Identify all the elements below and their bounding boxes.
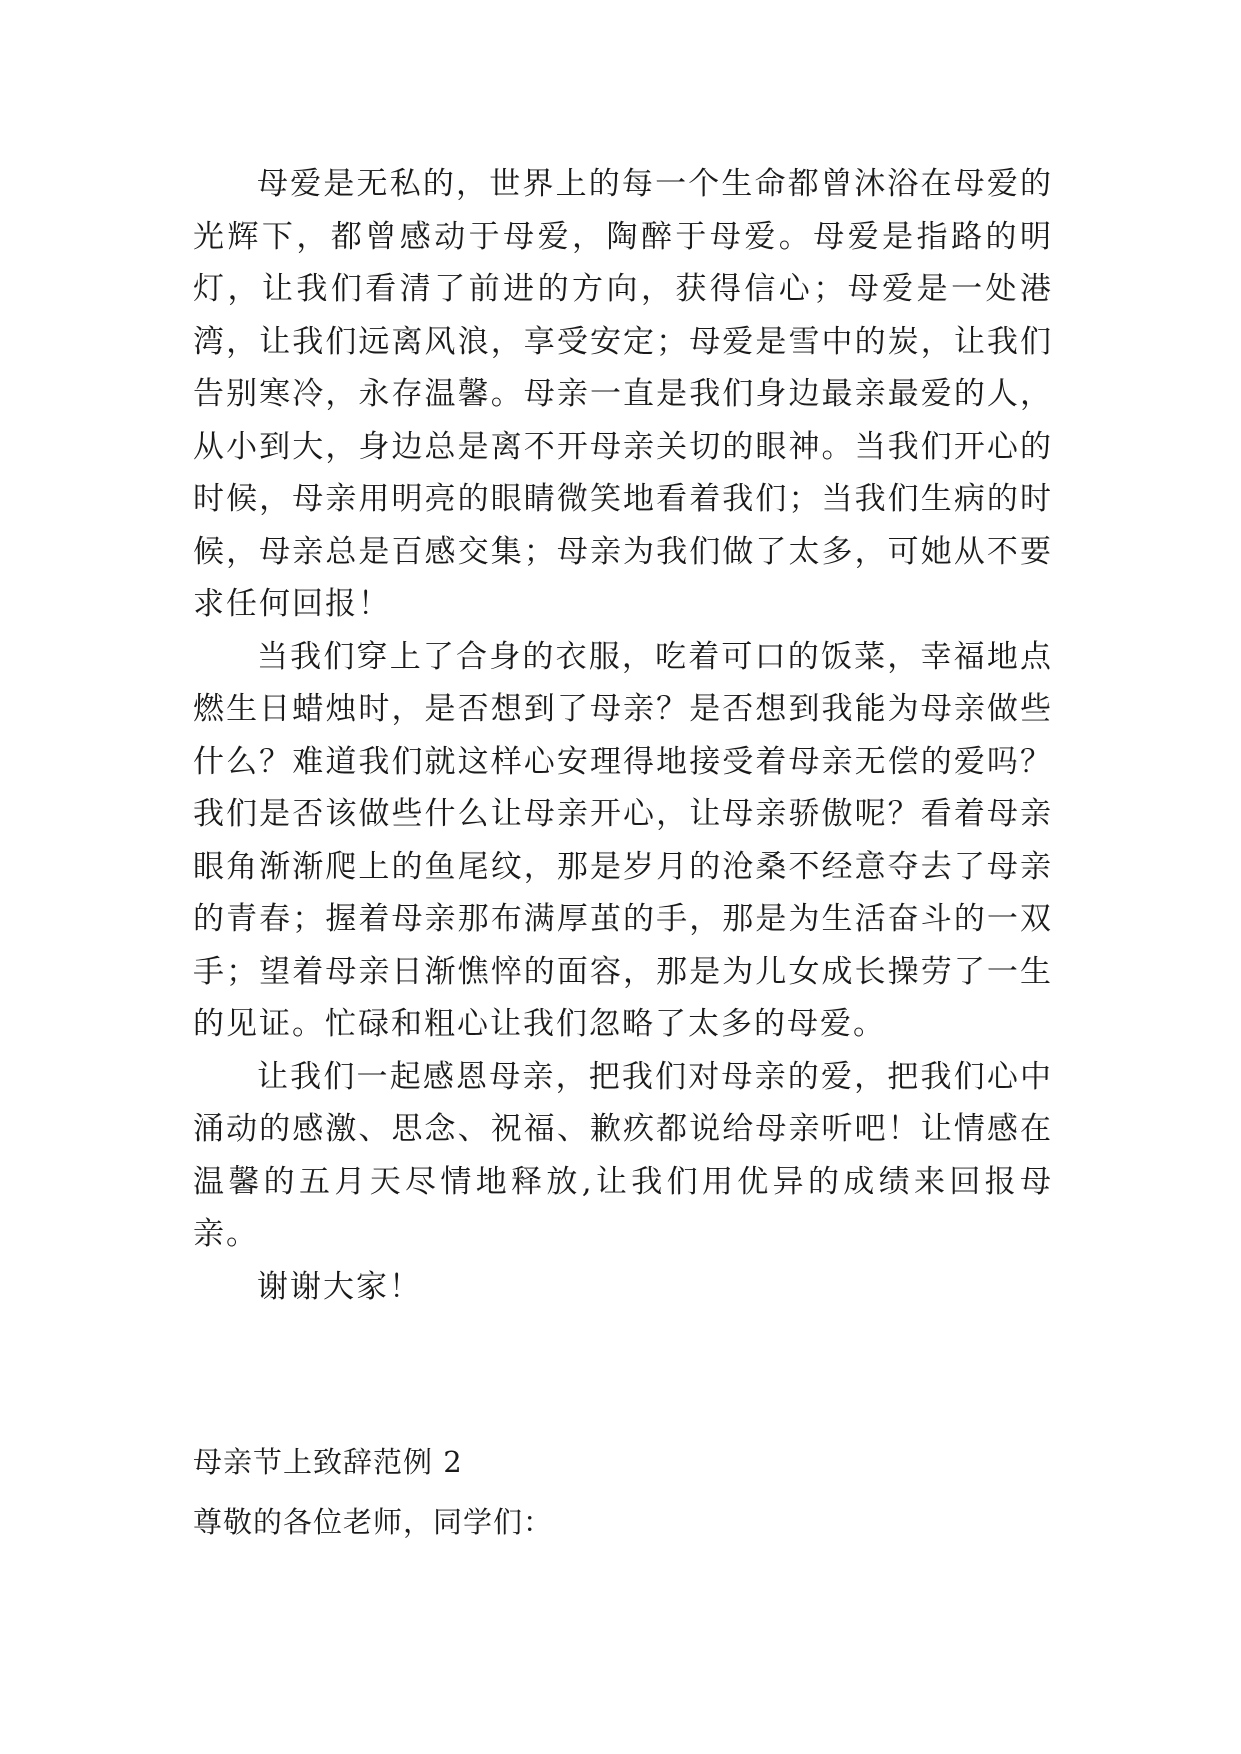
salutation: 尊敬的各位老师，同学们： bbox=[193, 1505, 554, 1539]
section-title: 母亲节上致辞范例 2 bbox=[193, 1445, 463, 1479]
paragraph-3: 让我们一起感恩母亲，把我们对母亲的爱，把我们心中涌动的感激、思念、祝福、歉疚都说给母亲听吧！让情感在温馨的五月天尽情地释放,让我们用优异的成绩来回报母亲。 bbox=[193, 1058, 1053, 1252]
paragraph-2: 当我们穿上了合身的衣服，吃着可口的饭菜，幸福地点燃生日蜡烛时，是否想到了母亲？是否想到我能为母亲做些什么？难道我们就这样心安理得地接受着母亲无偿的爱吗？我们是否该做些什么让母亲开心，让母亲骄傲呢？看着母亲眼角渐渐爬上的鱼尾纹，那是岁月的沧桑不经意夺去了母亲的青春；握着母亲那布满厚茧的手，那是为生活奋斗的一双手；望着母亲日渐憔悴的面容，那是为儿女成长操劳了一生的见证。忙碌和粗心让我们忽略了太多的母爱。 bbox=[193, 638, 1053, 1042]
next-section bbox=[193, 1432, 1053, 1552]
closing-thanks: 谢谢大家！ bbox=[257, 1268, 422, 1305]
speech-body bbox=[193, 158, 1053, 1313]
paragraph-1: 母爱是无私的，世界上的每一个生命都曾沐浴在母爱的光辉下，都曾感动于母爱，陶醉于母爱。母爱是指路的明灯，让我们看清了前进的方向，获得信心；母爱是一处港湾，让我们远离风浪，享受安定；母爱是雪中的炭，让我们告别寒冷，永存温馨。母亲一直是我们身边最亲最爱的人，从小到大，身边总是离不开母亲关切的眼神。当我们开心的时候，母亲用明亮的眼睛微笑地看着我们；当我们生病的时候，母亲总是百感交集；母亲为我们做了太多，可她从不要求任何回报！ bbox=[193, 166, 1053, 622]
